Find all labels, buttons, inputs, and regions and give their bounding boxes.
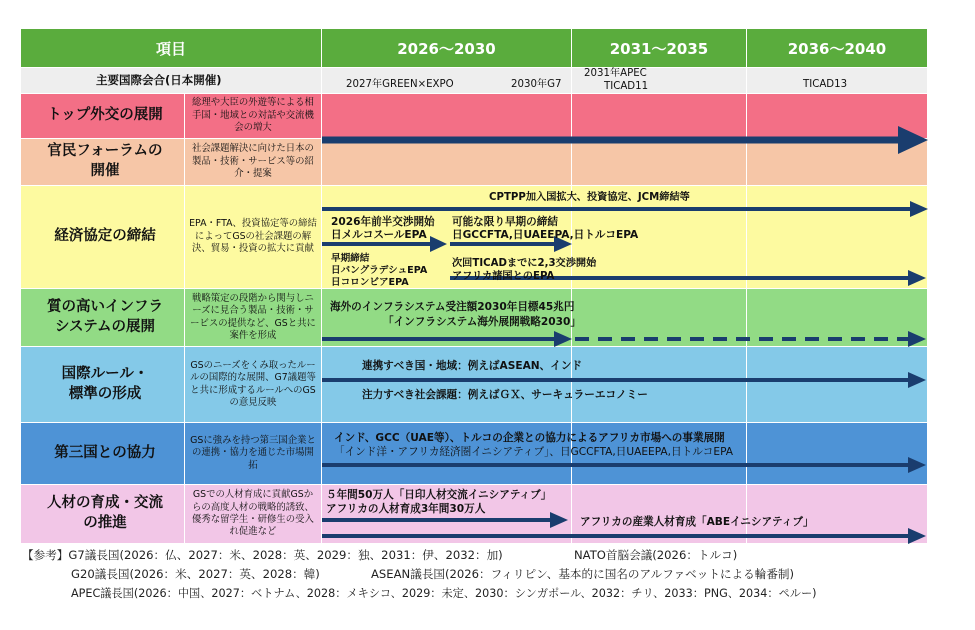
row-title: 経済協定の締結 xyxy=(54,228,156,245)
third-country-arrowhead xyxy=(908,457,926,473)
meeting-g7-2030: 2030年G7 xyxy=(511,79,562,90)
rules-label-2: 注力すべき社会課題：例えばＧＸ、サーキュラーエコノミー xyxy=(362,389,648,401)
infra-label-1: 海外のインフラシステム受注額2030年目標45兆円 xyxy=(330,301,575,313)
hr-abe-label: アフリカの産業人材育成「ABEイニシアティブ」 xyxy=(580,516,814,528)
row-title-text: 人材の育成・交流の推進 xyxy=(47,495,163,531)
econ-early-label-2: 日バングラデシュEPA xyxy=(331,265,428,276)
econ-main-arrowhead xyxy=(910,201,928,217)
note-g7: 【参考】G7議長国(2026：仏、2027：米、2028：英、2029：独、2031：伊、2032：加) xyxy=(22,548,503,562)
header-item: 項目 xyxy=(21,29,321,67)
meeting-green-expo: 2027年GREEN×EXPO xyxy=(346,79,454,90)
meeting-ticad11: TICAD11 xyxy=(604,81,649,92)
meeting-apec-2031: 2031年APEC xyxy=(584,68,647,79)
hr-india-label: ５年間50万人「日印人材交流イニシアティブ」 xyxy=(326,489,552,501)
hr-india-arrowhead xyxy=(550,512,568,528)
row-description-text: 戦略策定の段階から関与しニーズに見合う製品・技術・サービスの提供など、GSと共に案件を形成 xyxy=(190,292,316,341)
hr-abe-arrowhead xyxy=(908,528,926,544)
econ-mercosur-arrowhead xyxy=(430,236,447,252)
econ-top-label: CPTPP加入国拡大、投資協定、JCM締結等 xyxy=(489,192,690,203)
row-description-text: EPA・FTA、投資協定等の締結によってGSの社会課題の解決、貿易・投資の拡大に貢献 xyxy=(189,218,317,255)
econ-early-label-1: 早期締結 xyxy=(331,253,370,264)
third-country-label-2: 「インド洋・アフリカ経済圏イニシアティブ」、日GCCFTA,日UAEEPA,日トルコEPA xyxy=(334,446,734,458)
row-description-text: GSのニーズをくみ取ったルールの国際的な展開、G7議題等と共に形成するルールへのGSの意見反映 xyxy=(190,359,316,408)
infra-label-2: 「インフラシステム海外展開戦略2030」 xyxy=(383,316,581,328)
econ-mercosur-label-1: 2026年前半交渉開始 xyxy=(331,216,435,228)
meetings-label: 主要国際会合(日本開催) xyxy=(96,73,222,87)
econ-mercosur-label-2: 日メルコスールEPA xyxy=(331,229,427,241)
row-description-text: GSに強みを持つ第三国企業との連携・協力を通じた市場開拓 xyxy=(190,434,316,471)
top-diplomacy-arrowhead xyxy=(898,126,928,154)
header-period-2031-2035: 2031～2035 xyxy=(572,29,746,67)
infra-dashed-arrowhead xyxy=(908,331,926,347)
note-asean: ASEAN議長国(2026：フィリピン、基本的に国名のアルファベットによる輪番制) xyxy=(371,567,795,581)
third-country-label-1: インド、GCC（UAE等）、トルコの企業との協力によるアフリカ市場への事業展開 xyxy=(334,432,725,444)
row-title-text: 国際ルール・標準の形成 xyxy=(61,365,149,402)
econ-africa-label-2: アフリカ諸国とのEPA xyxy=(452,271,555,282)
note-g20: G20議長国(2026：米、2027：英、2028：韓) xyxy=(71,567,320,581)
econ-early-label-3: 日コロンビアEPA xyxy=(331,277,409,288)
econ-africa-label-1: 次回TICADまでに2,3交渉開始 xyxy=(452,258,597,269)
row-title-text: 官民フォーラムの開催 xyxy=(47,143,163,179)
header-period-2026-2030: 2026～2030 xyxy=(322,29,571,67)
row-title: トップ外交の展開 xyxy=(47,107,163,124)
row-description-text: 総理や大臣の外遊等による相手国・地域との対話や交流機会の増大 xyxy=(192,97,314,134)
row-description-text: GSでの人材育成に貢献GSからの高度人材の戦略的誘致、優秀な留学生・研修生の受入れ促進など xyxy=(192,489,314,538)
row-description-text: 社会課題解決に向けた日本の製品・技術・サービス等の紹介・提案 xyxy=(192,143,314,180)
rules-label-1: 連携すべき国・地域：例えばASEAN、インド xyxy=(362,360,583,372)
note-nato: NATO首脳会議(2026：トルコ) xyxy=(574,548,738,562)
econ-gcc-label-2: 日GCCFTA,日UAEEPA,日トルコEPA xyxy=(452,229,639,241)
infra-arrowhead xyxy=(554,331,572,347)
row-title: 第三国との協力 xyxy=(54,444,156,461)
meeting-ticad13: TICAD13 xyxy=(803,79,848,90)
econ-gcc-label-1: 可能な限り早期の締結 xyxy=(452,216,558,228)
header-period-2036-2040: 2036～2040 xyxy=(747,29,927,67)
hr-africa-label: アフリカの人材育成3年間30万人 xyxy=(326,503,486,515)
econ-africa-arrowhead xyxy=(908,270,926,286)
row-title-text: 質の高いインフラシステムの展開 xyxy=(47,298,163,335)
note-apec: APEC議長国(2026：中国、2027：ベトナム、2028：メキシコ、2029：未定、2030：シンガポール、2032：チリ、2033：PNG、2034：ペルー) xyxy=(71,587,817,600)
rules-arrowhead xyxy=(908,372,926,388)
